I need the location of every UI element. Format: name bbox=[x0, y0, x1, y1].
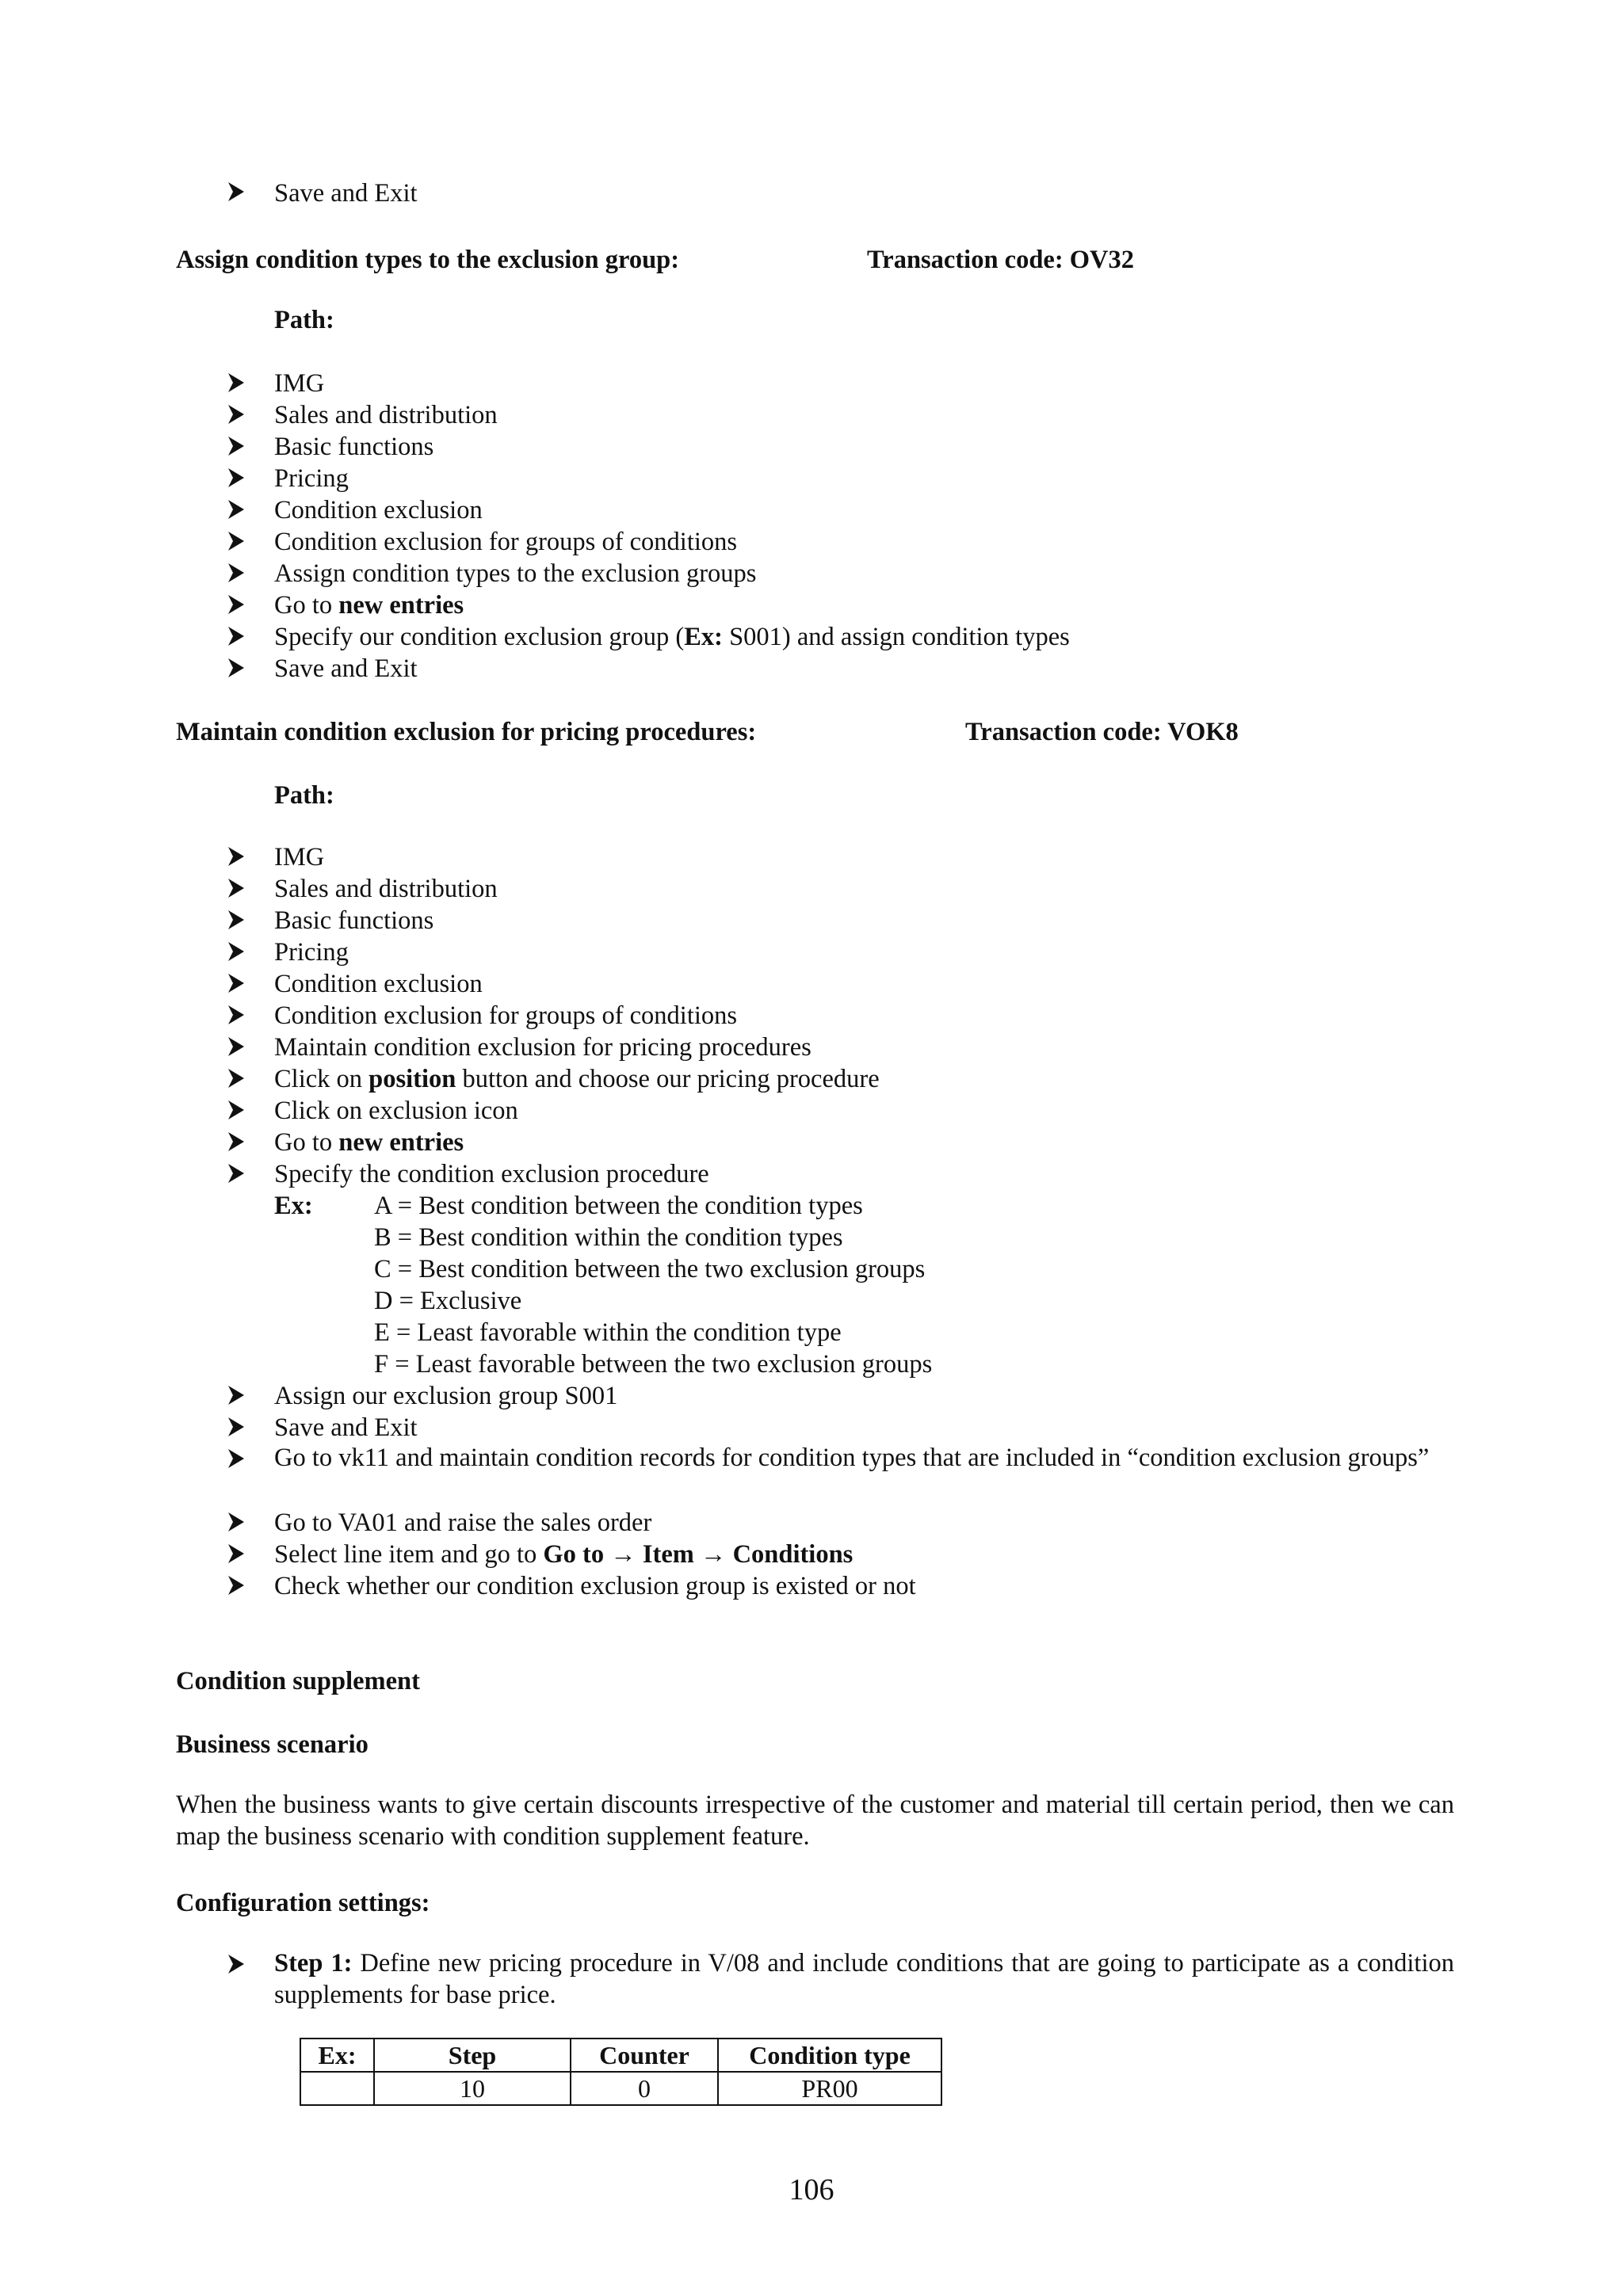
option-item: F = Least favorable between the two exclusion groups bbox=[374, 1350, 933, 1379]
option-item: A = Best condition between the condition types bbox=[374, 1192, 863, 1220]
arrowhead-bullet-icon bbox=[227, 181, 245, 202]
arrowhead-bullet-icon bbox=[227, 1036, 245, 1057]
table-header: Counter bbox=[571, 2039, 718, 2072]
paragraph: When the business wants to give certain discounts irrespective of the customer and material till certain period, then we can map the business scenario with condition supplement feature. bbox=[176, 1791, 1454, 1851]
list-item-text: Click on bbox=[274, 1065, 369, 1093]
menu-path-text: Conditions bbox=[726, 1540, 854, 1569]
section-heading: Maintain condition exclusion for pricing procedures: bbox=[176, 718, 757, 746]
list-item-text: button and choose our pricing procedure bbox=[456, 1065, 880, 1093]
table-cell: 0 bbox=[571, 2072, 718, 2105]
list-item: Specify the condition exclusion procedure bbox=[274, 1160, 709, 1188]
table-cell: 10 bbox=[374, 2072, 571, 2105]
list-item: Maintain condition exclusion for pricing procedures bbox=[274, 1033, 812, 1062]
list-item: Go to vk11 and maintain condition records for condition types that are included in “condition exclusion groups” bbox=[274, 1444, 1430, 1472]
list-item: Go to VA01 and raise the sales order bbox=[274, 1508, 652, 1537]
list-item bbox=[274, 1130, 464, 1156]
transaction-code: Transaction code: VOK8 bbox=[965, 718, 1239, 746]
table-header: Condition type bbox=[718, 2039, 941, 2072]
arrowhead-bullet-icon bbox=[227, 941, 245, 962]
list-item: Assign condition types to the exclusion groups bbox=[274, 559, 757, 588]
ex-label: Ex: bbox=[684, 623, 723, 651]
list-item bbox=[274, 1947, 1454, 2011]
new-entries-text: new entries bbox=[338, 1128, 464, 1157]
transaction-code: Transaction code: OV32 bbox=[867, 246, 1135, 274]
menu-path-text: Item bbox=[636, 1540, 701, 1569]
arrowhead-bullet-icon bbox=[227, 973, 245, 994]
right-arrow-icon: → bbox=[610, 1540, 636, 1569]
list-item bbox=[274, 1542, 853, 1568]
list-item-text: Go to bbox=[274, 591, 339, 620]
list-item: IMG bbox=[274, 843, 325, 871]
arrowhead-bullet-icon bbox=[227, 626, 245, 646]
arrowhead-bullet-icon bbox=[227, 1385, 245, 1405]
table-header: Ex: bbox=[300, 2039, 374, 2072]
arrowhead-bullet-icon bbox=[227, 846, 245, 867]
new-entries-text: new entries bbox=[338, 591, 464, 620]
arrowhead-bullet-icon bbox=[227, 658, 245, 678]
arrowhead-bullet-icon bbox=[227, 1068, 245, 1089]
path-label: Path: bbox=[274, 306, 334, 334]
list-item: Assign our exclusion group S001 bbox=[274, 1382, 618, 1410]
arrowhead-bullet-icon bbox=[227, 436, 245, 456]
arrowhead-bullet-icon bbox=[227, 910, 245, 930]
sub-heading: Configuration settings: bbox=[176, 1889, 430, 1917]
list-item: Click on exclusion icon bbox=[274, 1097, 518, 1125]
list-item: Save and Exit bbox=[274, 179, 418, 208]
option-item: D = Exclusive bbox=[374, 1287, 522, 1315]
table-row bbox=[300, 2072, 941, 2105]
list-item bbox=[274, 624, 1070, 650]
arrowhead-bullet-icon bbox=[227, 1417, 245, 1437]
table-cell bbox=[300, 2072, 374, 2105]
list-item-text: Select line item and go to bbox=[274, 1540, 544, 1569]
list-item: Basic functions bbox=[274, 433, 434, 461]
list-item: Condition exclusion for groups of conditions bbox=[274, 528, 738, 556]
section-heading: Condition supplement bbox=[176, 1667, 420, 1695]
arrowhead-bullet-icon bbox=[227, 1100, 245, 1120]
list-item-text: S001) and assign condition types bbox=[722, 623, 1070, 651]
list-item-text: Specify our condition exclusion group ( bbox=[274, 623, 685, 651]
table-cell: PR00 bbox=[718, 2072, 941, 2105]
list-item: Pricing bbox=[274, 938, 349, 967]
list-item: Condition exclusion bbox=[274, 970, 483, 998]
table-header-row bbox=[300, 2039, 941, 2072]
list-item-text: Go to bbox=[274, 1128, 339, 1157]
list-item: Pricing bbox=[274, 464, 349, 493]
sub-heading: Business scenario bbox=[176, 1730, 369, 1759]
list-item: Basic functions bbox=[274, 906, 434, 935]
arrowhead-bullet-icon bbox=[227, 467, 245, 488]
arrowhead-bullet-icon bbox=[227, 878, 245, 898]
list-item: Save and Exit bbox=[274, 1413, 418, 1442]
option-item: E = Least favorable within the condition type bbox=[374, 1318, 842, 1347]
list-item: Sales and distribution bbox=[274, 875, 498, 903]
arrowhead-bullet-icon bbox=[227, 1512, 245, 1532]
arrowhead-bullet-icon bbox=[227, 594, 245, 615]
option-item: B = Best condition within the condition types bbox=[374, 1223, 843, 1252]
list-item: Save and Exit bbox=[274, 654, 418, 683]
list-item-text: Define new pricing procedure in V/08 and include conditions that are going to participate as a condition supplements for base price. bbox=[274, 1949, 1454, 2009]
menu-path-text: Go to bbox=[543, 1540, 611, 1569]
arrowhead-bullet-icon bbox=[227, 1163, 245, 1184]
list-item: IMG bbox=[274, 369, 325, 398]
list-item bbox=[274, 593, 464, 619]
arrowhead-bullet-icon bbox=[227, 1005, 245, 1025]
example-table bbox=[300, 2038, 942, 2106]
arrowhead-bullet-icon bbox=[227, 531, 245, 551]
arrowhead-bullet-icon bbox=[227, 404, 245, 425]
ex-label: Ex: bbox=[274, 1192, 313, 1220]
arrowhead-bullet-icon bbox=[227, 499, 245, 520]
list-item: Sales and distribution bbox=[274, 401, 498, 429]
page-number: 106 bbox=[789, 2173, 834, 2206]
list-item: Condition exclusion for groups of conditions bbox=[274, 1001, 738, 1030]
arrowhead-bullet-icon bbox=[227, 1954, 245, 1974]
arrowhead-bullet-icon bbox=[227, 1543, 245, 1564]
list-item: Check whether our condition exclusion group is existed or not bbox=[274, 1572, 916, 1600]
arrowhead-bullet-icon bbox=[227, 563, 245, 583]
path-label: Path: bbox=[274, 781, 334, 810]
list-item bbox=[274, 1066, 880, 1093]
table-header: Step bbox=[374, 2039, 571, 2072]
position-button-text: position bbox=[369, 1065, 456, 1093]
option-item: C = Best condition between the two exclusion groups bbox=[374, 1255, 926, 1283]
arrowhead-bullet-icon bbox=[227, 372, 245, 393]
arrowhead-bullet-icon bbox=[227, 1448, 245, 1469]
arrowhead-bullet-icon bbox=[227, 1131, 245, 1152]
section-heading: Assign condition types to the exclusion group: bbox=[176, 246, 680, 274]
list-item: Condition exclusion bbox=[274, 496, 483, 524]
step-label: Step 1: bbox=[274, 1949, 353, 1978]
right-arrow-icon: → bbox=[700, 1540, 727, 1569]
arrowhead-bullet-icon bbox=[227, 1575, 245, 1596]
